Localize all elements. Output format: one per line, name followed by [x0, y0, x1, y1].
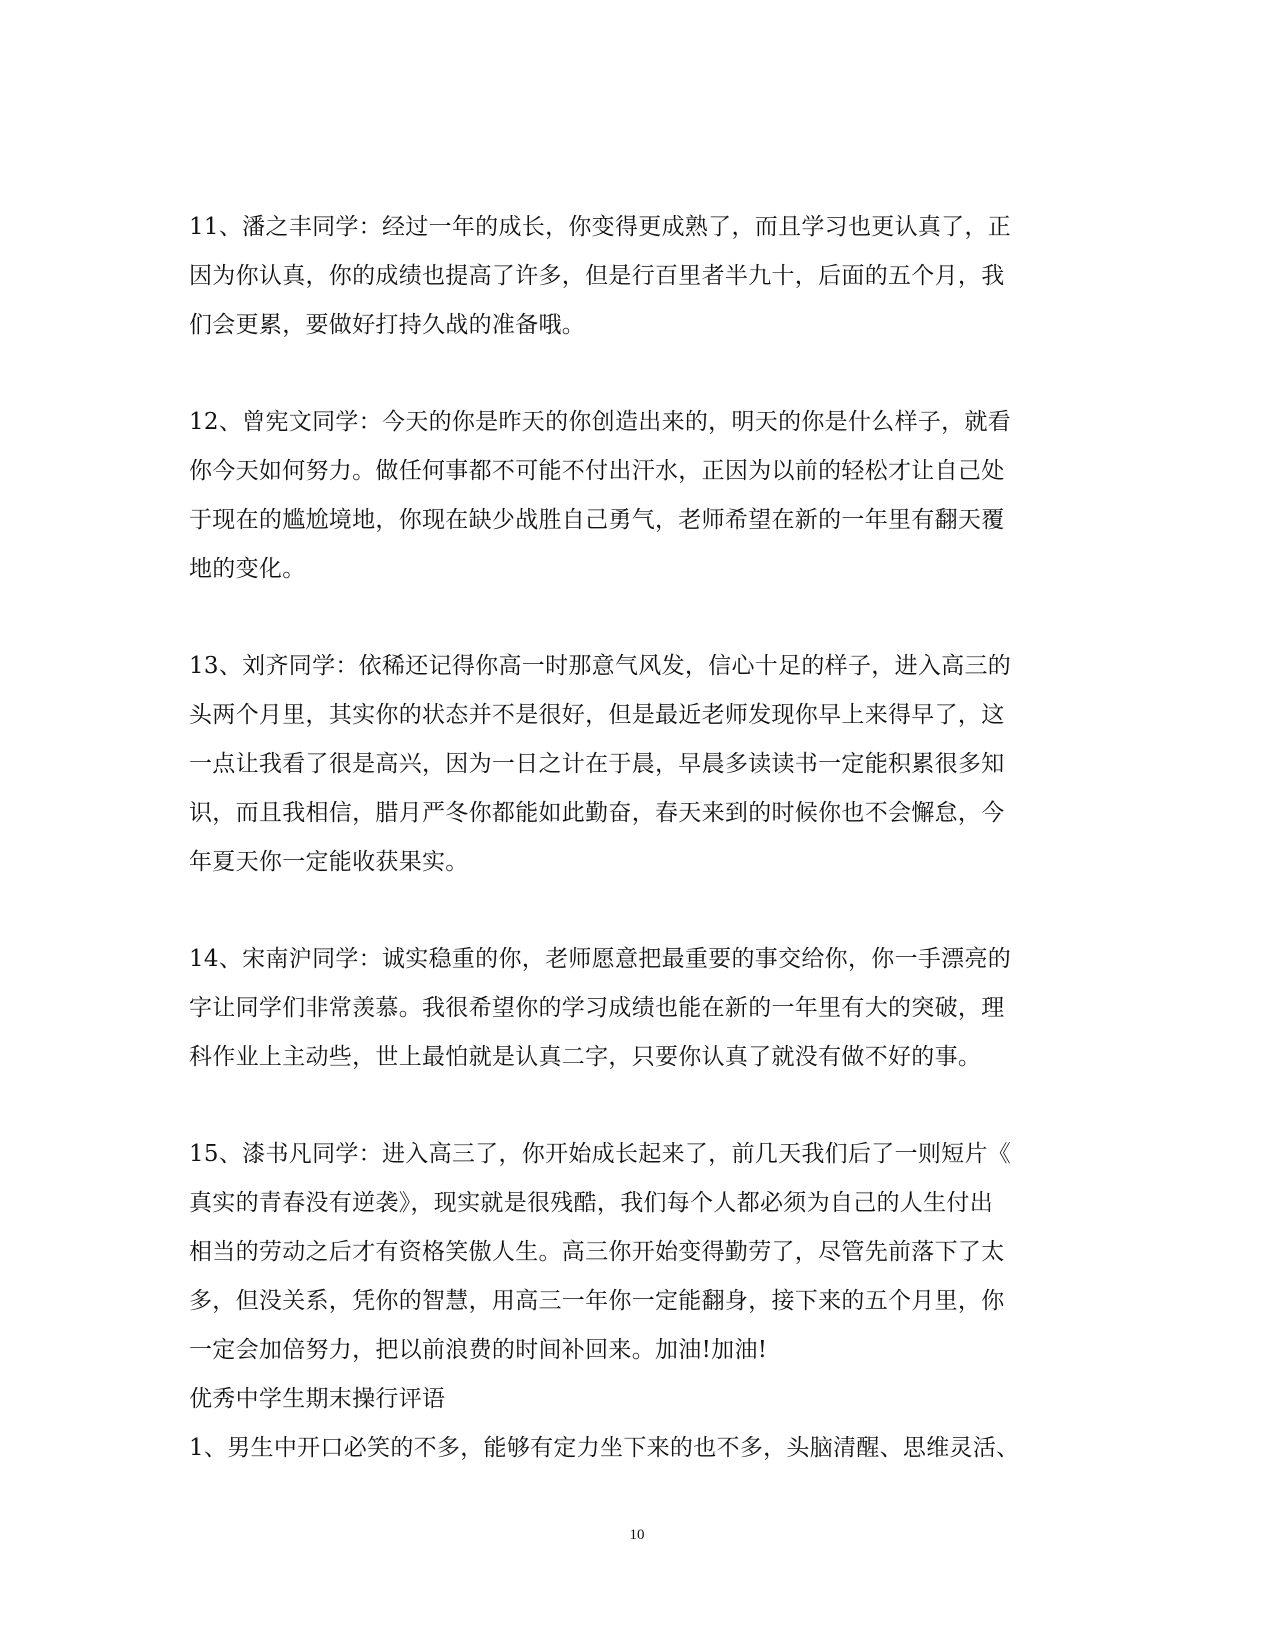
section-heading [189, 1375, 1069, 1424]
text-line: 14、宋南沪同学：诚实稳重的你，老师愿意把最重要的事交给你，你一手漂亮的 [189, 946, 1012, 972]
text-line: 优秀中学生期末操行评语 [189, 1386, 446, 1412]
text-line: 1、男生中开口必笑的不多，能够有定力坐下来的也不多，头脑清醒、思维灵活、 [189, 1435, 1020, 1461]
text-line: 头两个月里，其实你的状态并不是很好，但是最近老师发现你早上来得早了，这 [189, 702, 1005, 728]
comment-paragraph-11 [189, 203, 1069, 350]
text-line: 你今天如何努力。做任何事都不可能不付出汗水，正因为以前的轻松才让自己处 [189, 458, 1005, 484]
text-line: 相当的劳动之后才有资格笑傲人生。高三你开始变得勤劳了，尽管先前落下了太 [189, 1239, 1005, 1265]
text-line: 们会更累，要做好打持久战的准备哦。 [189, 312, 586, 338]
text-line: 真实的青春没有逆袭》，现实就是很残酷，我们每个人都必须为自己的人生付出 [189, 1190, 993, 1216]
text-line: 识，而且我相信，腊月严冬你都能如此勤奋，春天来到的时候你也不会懈怠，今 [189, 800, 1005, 826]
comment-paragraph-13 [189, 642, 1069, 887]
text-line: 字让同学们非常羡慕。我很希望你的学习成绩也能在新的一年里有大的突破，理 [189, 995, 1005, 1021]
text-line: 一定会加倍努力，把以前浪费的时间补回来。加油!加油! [189, 1337, 768, 1363]
text-line: 因为你认真，你的成绩也提高了许多，但是行百里者半九十，后面的五个月，我 [189, 263, 1005, 289]
text-line: 一点让我看了很是高兴，因为一日之计在于晨，早晨多读读书一定能积累很多知 [189, 751, 1005, 777]
document-body [189, 203, 1069, 1473]
text-line: 地的变化。 [189, 556, 306, 582]
text-line: 12、曾宪文同学：今天的你是昨天的你创造出来的，明天的你是什么样子，就看 [189, 409, 1012, 435]
text-line: 于现在的尴尬境地，你现在缺少战胜自己勇气，老师希望在新的一年里有翻天覆 [189, 507, 1005, 533]
text-line: 13、刘齐同学：依稀还记得你高一时那意气风发，信心十足的样子，进入高三的 [189, 653, 1012, 679]
text-line: 多，但没关系，凭你的智慧，用高三一年你一定能翻身，接下来的五个月里，你 [189, 1288, 1005, 1314]
comment-paragraph-12 [189, 398, 1069, 594]
page-number: 10 [629, 1527, 645, 1543]
text-line: 15、漆书凡同学：进入高三了，你开始成长起来了，前几天我们后了一则短片《 [189, 1141, 1012, 1167]
text-line: 11、潘之丰同学：经过一年的成长，你变得更成熟了，而且学习也更认真了，正 [189, 214, 1012, 240]
comment-paragraph-1 [189, 1424, 1069, 1473]
text-line: 年夏天你一定能收获果实。 [189, 849, 469, 875]
text-line: 科作业上主动些，世上最怕就是认真二字，只要你认真了就没有做不好的事。 [189, 1044, 982, 1070]
comment-paragraph-15 [189, 1130, 1069, 1375]
comment-paragraph-14 [189, 935, 1069, 1082]
